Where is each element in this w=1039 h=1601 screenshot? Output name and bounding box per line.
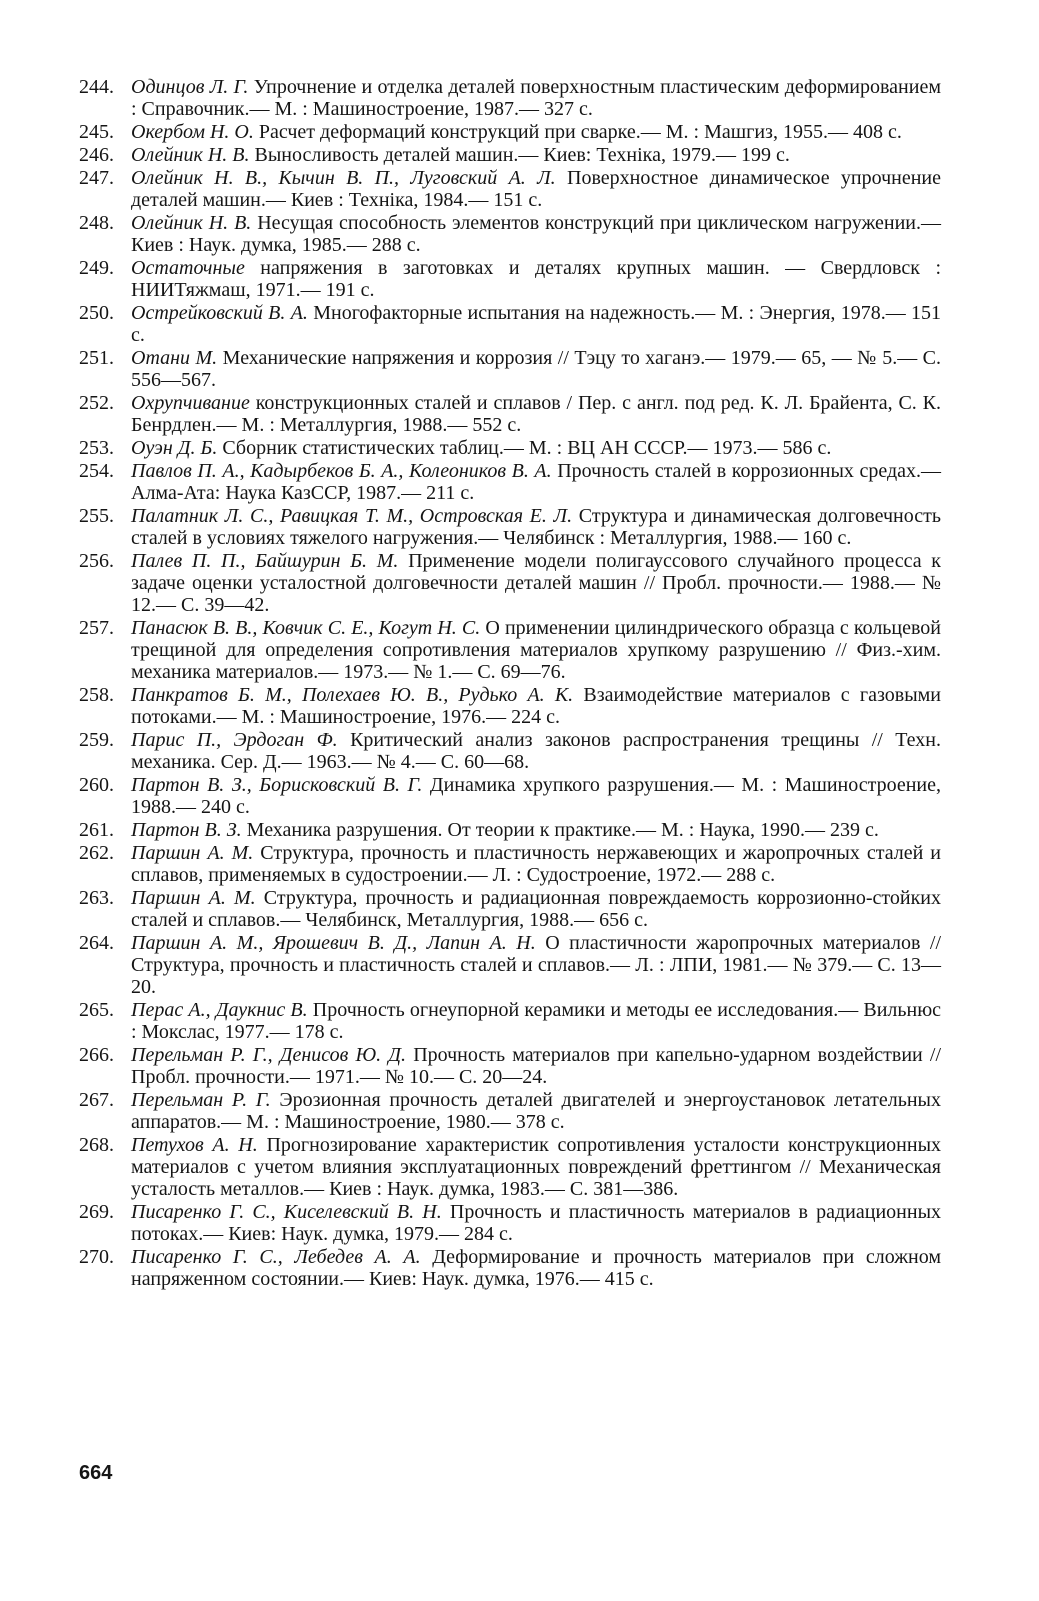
entry-author: Перельман Р. Г. [131, 1089, 271, 1111]
entry-body: О применении цилиндрического образца с кольцевой трещиной для определения сопротивления материалов хрупкому разрушению // Физ.-хим. механика материалов.— 1973.— № 1.— С. 69—76. [131, 617, 942, 683]
entry-text [131, 121, 941, 143]
bibliography-entry [79, 617, 941, 683]
entry-body: Деформирование и прочность материалов при сложном напряженном состоянии.— Киев: Наук. думка, 1976.— 415 с. [131, 1246, 941, 1290]
entry-number: 259. [79, 729, 114, 751]
entry-body: Упрочнение и отделка деталей поверхностным пластическим деформированием : Справочник.— М. : Машиностроение, 1987.— 327 с. [131, 76, 941, 120]
entry-body: Расчет деформаций конструкций при сварке.— М. : Машгиз, 1955.— 408 с. [258, 121, 902, 143]
entry-text [131, 774, 941, 818]
entry-author: Панасюк В. В., Ковчик С. Е., Когут Н. С. [131, 617, 481, 639]
entry-number: 254. [79, 460, 114, 482]
entry-text [131, 819, 941, 841]
bibliography-entry [79, 76, 941, 120]
entry-author: Оуэн Д. Б. [131, 437, 218, 459]
entry-author: Остаточные [131, 257, 245, 279]
entry-body: Структура, прочность и радиационная повреждаемость коррозионно-стойких сталей и сплавов.— Челябинск, Металлургия, 1988.— 656 с. [131, 887, 941, 931]
entry-author: Олейник Н. В. [131, 144, 250, 166]
entry-text [131, 76, 941, 120]
bibliography-entry [79, 684, 941, 728]
entry-author: Отани М. [131, 347, 218, 369]
bibliography-entry [79, 460, 941, 504]
bibliography-entry [79, 257, 941, 301]
entry-author: Острейковский В. А. [131, 302, 308, 324]
entry-body: Сборник статистических таблиц.— М. : ВЦ АН СССР.— 1973.— 586 с. [222, 437, 832, 459]
entry-text [131, 887, 941, 931]
entry-number: 261. [79, 819, 114, 841]
entry-author: Олейник Н. В. [131, 212, 252, 234]
entry-number: 253. [79, 437, 114, 459]
entry-number: 270. [79, 1246, 114, 1268]
entry-body: Прогнозирование характеристик сопротивления усталости конструкционных материалов с учетом влияния эксплуатационных повреждений фреттингом // Механическая усталость металлов.— Киев : Наук. думка, 1983.— С. 381—386. [131, 1134, 942, 1200]
entry-author: Палев П. П., Байшурин Б. М. [131, 550, 399, 572]
entry-number: 268. [79, 1134, 114, 1156]
entry-number: 247. [79, 167, 114, 189]
entry-text [131, 1089, 941, 1133]
page-number: 664 [79, 1462, 113, 1484]
entry-author: Палатник Л. С., Равицкая Т. М., Островская Е. Л. [131, 505, 573, 527]
entry-author: Паршин А. М., Ярошевич В. Д., Лапин А. Н. [131, 932, 536, 954]
entry-author: Одинцов Л. Г. [131, 76, 249, 98]
entry-text [131, 212, 941, 256]
bibliography-entry [79, 932, 941, 998]
bibliography-entry [79, 1134, 941, 1200]
entry-number: 269. [79, 1201, 114, 1223]
bibliography-entry [79, 1044, 941, 1088]
bibliography-entry [79, 121, 941, 143]
entry-body: Критический анализ законов распространения трещины // Техн. механика. Сер. Д.— 1963.— № 4.— С. 60—68. [131, 729, 941, 773]
entry-author: Партон В. З. [131, 819, 242, 841]
entry-author: Перельман Р. Г., Денисов Ю. Д. [131, 1044, 407, 1066]
bibliography-entry [79, 842, 941, 886]
entry-author: Олейник Н. В., Кычин В. П., Луговский А. Л. [131, 167, 556, 189]
entry-number: 263. [79, 887, 114, 909]
entry-body: О пластичности жаропрочных материалов // Структура, прочность и пластичность сталей и сплавов.— Л. : ЛПИ, 1981.— № 379.— С. 13—20. [131, 932, 941, 998]
entry-body: Несущая способность элементов конструкций при циклическом нагружении.— Киев : Наук. думка, 1985.— 288 с. [131, 212, 942, 256]
entry-body: Механические напряжения и коррозия // Тэцу то хаганэ.— 1979.— 65, — № 5.— С. 556—567. [131, 347, 942, 391]
bibliography-entry [79, 437, 941, 459]
entry-body: конструкционных сталей и сплавов / Пер. с англ. под ред. К. Л. Брайента, С. К. Бенрдлен.— М. : Металлургия, 1988.— 552 с. [131, 392, 942, 436]
entry-number: 255. [79, 505, 114, 527]
entry-author: Перас А., Даукнис В. [131, 999, 308, 1021]
entry-text [131, 437, 941, 459]
entry-text [131, 144, 941, 166]
entry-number: 245. [79, 121, 114, 143]
entry-body: напряжения в заготовках и деталях крупных машин. — Свердловск : НИИТяжмаш, 1971.— 191 с. [131, 257, 942, 301]
entry-text [131, 392, 941, 436]
bibliography-entry [79, 999, 941, 1043]
entry-author: Панкратов Б. М., Полехаев Ю. В., Рудько А. К. [131, 684, 574, 706]
bibliography-entry [79, 774, 941, 818]
entry-body: Прочность и пластичность материалов в радиационных потоках.— Киев: Наук. думка, 1979.— 284 с. [131, 1201, 942, 1245]
entry-text [131, 167, 941, 211]
entry-number: 257. [79, 617, 114, 639]
entry-text [131, 1246, 941, 1290]
bibliography-entry [79, 819, 941, 841]
bibliography-list [79, 76, 941, 1291]
bibliography-entry [79, 1246, 941, 1290]
entry-text [131, 842, 941, 886]
entry-author: Окербом Н. О. [131, 121, 254, 143]
entry-body: Прочность материалов при капельно-ударном воздействии // Пробл. прочности.— 1971.— № 10.— С. 20—24. [131, 1044, 941, 1088]
entry-author: Павлов П. А., Кадырбеков Б. А., Колеоников В. А. [131, 460, 552, 482]
entry-number: 260. [79, 774, 114, 796]
entry-text [131, 932, 941, 998]
entry-number: 250. [79, 302, 114, 324]
bibliography-entry [79, 347, 941, 391]
entry-author: Петухов А. Н. [131, 1134, 258, 1156]
entry-number: 248. [79, 212, 114, 234]
entry-author: Паршин А. М. [131, 887, 256, 909]
entry-text [131, 505, 941, 549]
bibliography-entry [79, 302, 941, 346]
entry-body: Прочность огнеупорной керамики и методы ее исследования.— Вильнюс : Мокслас, 1977.— 178 с. [131, 999, 942, 1043]
entry-author: Партон В. З., Борисковский В. Г. [131, 774, 423, 796]
bibliography-entry [79, 887, 941, 931]
entry-text [131, 1044, 941, 1088]
entry-body: Взаимодействие материалов с газовыми потоками.— М. : Машиностроение, 1976.— 224 с. [131, 684, 942, 728]
entry-text [131, 257, 941, 301]
entry-number: 256. [79, 550, 114, 572]
bibliography-entry [79, 729, 941, 773]
entry-body: Эрозионная прочность деталей двигателей и энергоустановок летательных аппаратов.— М. : Машиностроение, 1980.— 378 с. [131, 1089, 941, 1133]
entry-number: 251. [79, 347, 114, 369]
entry-text [131, 617, 941, 683]
bibliography-entry [79, 505, 941, 549]
bibliography-entry [79, 550, 941, 616]
entry-author: Писаренко Г. С., Киселевский В. Н. [131, 1201, 442, 1223]
entry-text [131, 729, 941, 773]
entry-text [131, 302, 941, 346]
entry-number: 267. [79, 1089, 114, 1111]
entry-body: Прочность сталей в коррозионных средах.— Алма-Ата: Наука КазССР, 1987.— 211 с. [131, 460, 942, 504]
entry-text [131, 550, 941, 616]
entry-body: Выносливость деталей машин.— Киев: Техніка, 1979.— 199 с. [254, 144, 790, 166]
entry-body: Многофакторные испытания на надежность.— М. : Энергия, 1978.— 151 с. [131, 302, 941, 346]
entry-text [131, 460, 941, 504]
entry-author: Писаренко Г. С., Лебедев А. А. [131, 1246, 421, 1268]
entry-body: Применение модели полигауссового случайного процесса к задаче оценки усталостной долговечности деталей машин // Пробл. прочности.— 1988.— № 12.— С. 39—42. [131, 550, 942, 616]
entry-body: Структура и динамическая долговечность сталей в условиях тяжелого нагружения.— Челябинск : Металлургия, 1988.— 160 с. [131, 505, 941, 549]
entry-body: Механика разрушения. От теории к практике.— М. : Наука, 1990.— 239 с. [246, 819, 879, 841]
entry-text [131, 347, 941, 391]
bibliography-entry [79, 1201, 941, 1245]
entry-number: 264. [79, 932, 114, 954]
entry-number: 246. [79, 144, 114, 166]
entry-text [131, 999, 941, 1043]
entry-text [131, 1134, 941, 1200]
entry-number: 265. [79, 999, 114, 1021]
entry-author: Парис П., Эрдоган Ф. [131, 729, 338, 751]
entry-body: Поверхностное динамическое упрочнение деталей машин.— Киев : Техніка, 1984.— 151 с. [131, 167, 941, 211]
entry-author: Паршин А. М. [131, 842, 254, 864]
entry-number: 244. [79, 76, 114, 98]
bibliography-entry [79, 144, 941, 166]
entry-author: Охрупчивание [131, 392, 250, 414]
entry-number: 262. [79, 842, 114, 864]
bibliography-entry [79, 1089, 941, 1133]
entry-number: 258. [79, 684, 114, 706]
entry-body: Структура, прочность и пластичность нержавеющих и жаропрочных сталей и сплавов, применяемых в судостроении.— Л. : Судостроение, 1972.— 288 с. [131, 842, 942, 886]
entry-number: 249. [79, 257, 114, 279]
entry-number: 252. [79, 392, 114, 414]
bibliography-entry [79, 167, 941, 211]
bibliography-entry [79, 392, 941, 436]
entry-text [131, 684, 941, 728]
bibliography-entry [79, 212, 941, 256]
entry-number: 266. [79, 1044, 114, 1066]
entry-body: Динамика хрупкого разрушения.— М. : Машиностроение, 1988.— 240 с. [131, 774, 942, 818]
entry-text [131, 1201, 941, 1245]
